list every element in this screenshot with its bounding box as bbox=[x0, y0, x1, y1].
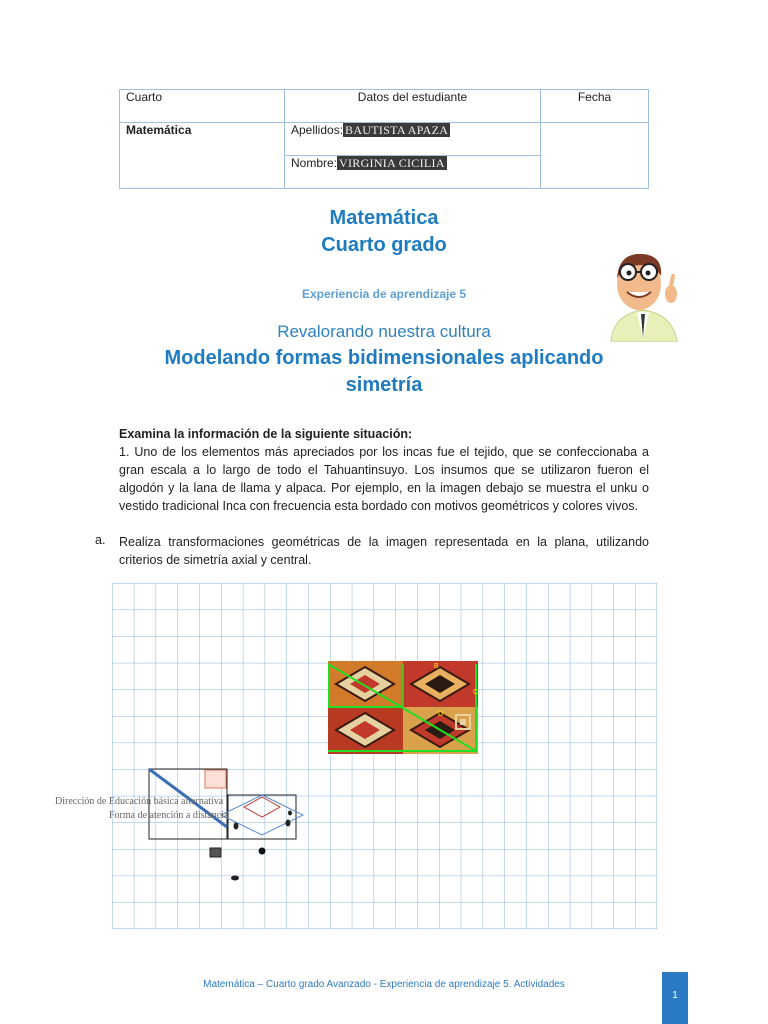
surname-value: BAUTISTA APAZA bbox=[345, 123, 449, 137]
intro-heading: Examina la información de la siguiente situación: bbox=[119, 427, 413, 441]
drawn-dot-2 bbox=[286, 820, 291, 827]
drawn-small-box bbox=[205, 770, 226, 788]
overlay-text-line2: Forma de atención a distancia bbox=[109, 810, 229, 821]
point-label-d: D bbox=[438, 711, 444, 718]
teacher-cartoon-image bbox=[603, 248, 683, 342]
drawn-diamond-red bbox=[244, 797, 280, 817]
drawn-dot-4 bbox=[259, 848, 266, 855]
drawn-dot-5 bbox=[231, 876, 239, 881]
main-heading bbox=[140, 345, 628, 399]
name-label: Nombre: bbox=[291, 156, 338, 170]
point-label-c: C bbox=[473, 689, 478, 696]
page-footer: Matemática – Cuarto grado Avanzado - Experiencia de aprendizaje 5. Actividades bbox=[203, 979, 565, 990]
student-data-header-cell: Datos del estudiante bbox=[285, 90, 541, 123]
main-heading-line1: Modelando formas bidimensionales aplicando bbox=[164, 347, 604, 369]
drawn-dot-1 bbox=[234, 823, 239, 830]
item-a-text: Realiza transformaciones geométricas de la imagen representada en la plana, utilizando criterios de simetría axial y central. bbox=[119, 535, 649, 567]
date-header-cell: Fecha bbox=[541, 90, 649, 123]
surname-label: Apellidos: bbox=[291, 123, 344, 137]
overlay-text-line1: Dirección de Educación básica alternativa bbox=[55, 796, 224, 807]
point-label-b: B bbox=[434, 663, 439, 670]
drawn-dot-3 bbox=[288, 811, 292, 816]
name-value: VIRGINIA CICILIA bbox=[339, 156, 445, 170]
grade-title: Cuarto grado bbox=[321, 234, 447, 256]
date-cell bbox=[541, 123, 649, 189]
main-heading-line2: simetría bbox=[345, 374, 423, 396]
subject-cell: Matemática bbox=[120, 123, 285, 189]
item-a-marker: a. bbox=[95, 533, 106, 547]
drawn-square-small bbox=[210, 848, 221, 857]
document-title: Matemática bbox=[329, 207, 439, 229]
name-cell bbox=[285, 156, 541, 189]
student-drawing bbox=[145, 765, 315, 890]
page-number: 1 bbox=[662, 972, 688, 1024]
surname-cell bbox=[285, 123, 541, 156]
grade-header-cell: Cuarto bbox=[120, 90, 285, 123]
subtitle: Revalorando nuestra cultura bbox=[277, 322, 491, 341]
situation-paragraph: 1. Uno de los elementos más apreciados por los incas fue el tejido, que se confeccionaba a gran escala a lo largo de todo el Tahuantinsuyo. Los insumos que se utilizaron fueron el algodón y la lana de llama y alpaca. Por ejemplo, en la imagen debajo se muestra el unku o vestido tradicional Inca con frecuencia esta bordado con motivos geométricos y colores vivos. bbox=[119, 445, 649, 513]
experience-label: Experiencia de aprendizaje 5 bbox=[301, 287, 467, 301]
student-info-table bbox=[119, 89, 649, 189]
inca-textile-image bbox=[328, 661, 478, 754]
